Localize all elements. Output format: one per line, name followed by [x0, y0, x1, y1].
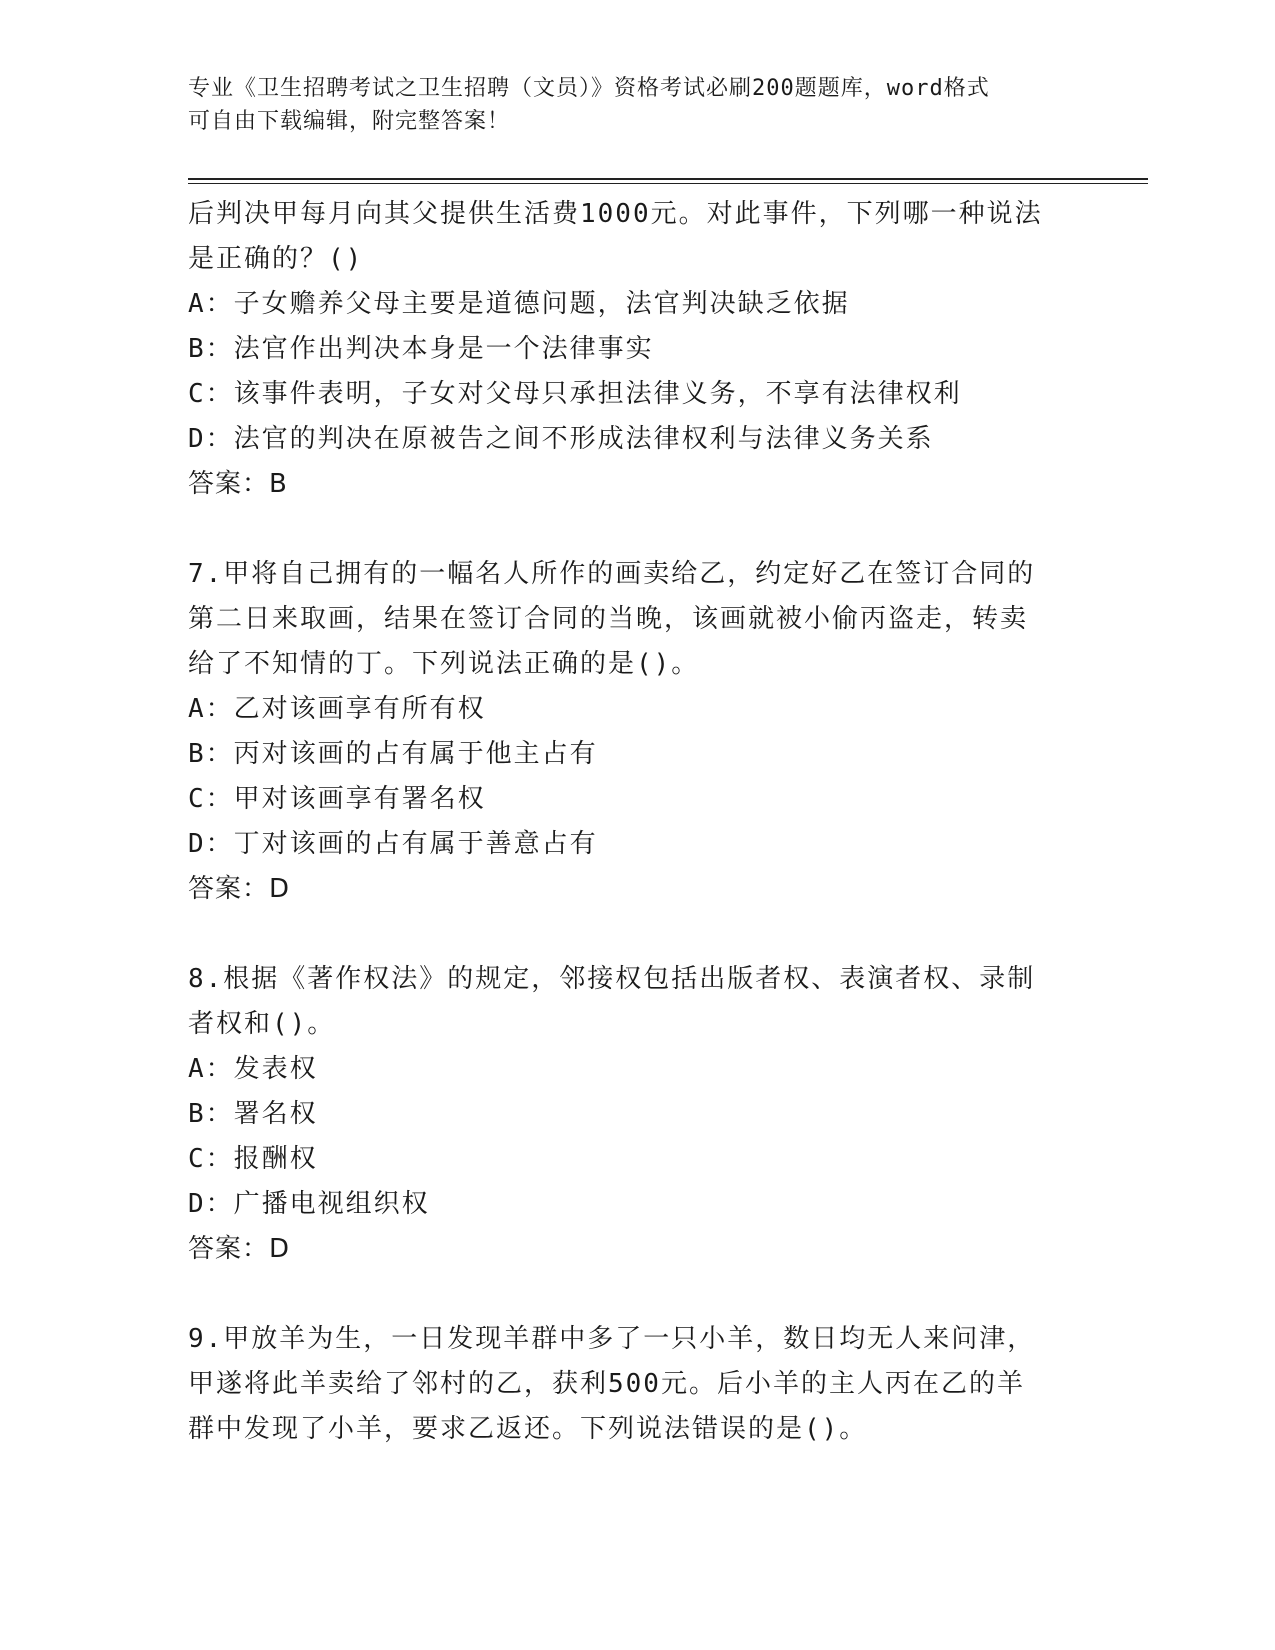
header-line-2: 可自由下载编辑，附完整答案！ [188, 109, 511, 134]
option-b: B：法官作出判决本身是一个法律事实 [188, 334, 654, 364]
option-c: C：报酬权 [188, 1144, 318, 1174]
header-rule-thick [188, 178, 1148, 180]
option-c: C：甲对该画享有署名权 [188, 784, 486, 814]
question-text-line: 8.根据《著作权法》的规定，邻接权包括出版者权、表演者权、录制 [188, 964, 1036, 994]
question-text-line: 群中发现了小羊，要求乙返还。下列说法错误的是()。 [188, 1414, 868, 1444]
header-line-1: 专业《卫生招聘考试之卫生招聘（文员）》资格考试必刷200题题库，word格式 [188, 76, 990, 101]
answer-line: 答案：D [188, 874, 291, 904]
question-8 [188, 957, 1088, 1272]
document-header [188, 72, 1088, 138]
question-text-line: 9.甲放羊为生，一日发现羊群中多了一只小羊，数日均无人来问津， [188, 1324, 1036, 1354]
document-body [188, 192, 1088, 1452]
option-c: C：该事件表明，子女对父母只承担法律义务，不享有法律权利 [188, 379, 962, 409]
option-a: A：乙对该画享有所有权 [188, 694, 486, 724]
option-b: B：署名权 [188, 1099, 318, 1129]
question-text-line: 7.甲将自己拥有的一幅名人所作的画卖给乙，约定好乙在签订合同的 [188, 559, 1036, 589]
option-d: D：广播电视组织权 [188, 1189, 430, 1219]
spacer [188, 1272, 1088, 1317]
question-text-line: 是正确的？() [188, 244, 364, 274]
option-a: A：发表权 [188, 1054, 318, 1084]
question-7 [188, 552, 1088, 912]
question-6 [188, 192, 1088, 507]
question-9 [188, 1317, 1088, 1452]
question-text-line: 甲遂将此羊卖给了邻村的乙，获利500元。后小羊的主人丙在乙的羊 [188, 1369, 1025, 1399]
option-d: D：法官的判决在原被告之间不形成法律权利与法律义务关系 [188, 424, 934, 454]
question-text-line: 后判决甲每月向其父提供生活费1000元。对此事件，下列哪一种说法 [188, 199, 1043, 229]
question-text-line: 第二日来取画，结果在签订合同的当晚，该画就被小偷丙盗走，转卖 [188, 604, 1029, 634]
question-text-line: 者权和()。 [188, 1009, 336, 1039]
answer-line: 答案：B [188, 469, 288, 499]
option-b: B：丙对该画的占有属于他主占有 [188, 739, 598, 769]
spacer [188, 912, 1088, 957]
spacer [188, 507, 1088, 552]
option-a: A：子女赡养父母主要是道德问题，法官判决缺乏依据 [188, 289, 850, 319]
header-rule-thin [188, 183, 1148, 184]
question-text-line: 给了不知情的丁。下列说法正确的是()。 [188, 649, 700, 679]
option-d: D：丁对该画的占有属于善意占有 [188, 829, 598, 859]
answer-line: 答案：D [188, 1234, 291, 1264]
